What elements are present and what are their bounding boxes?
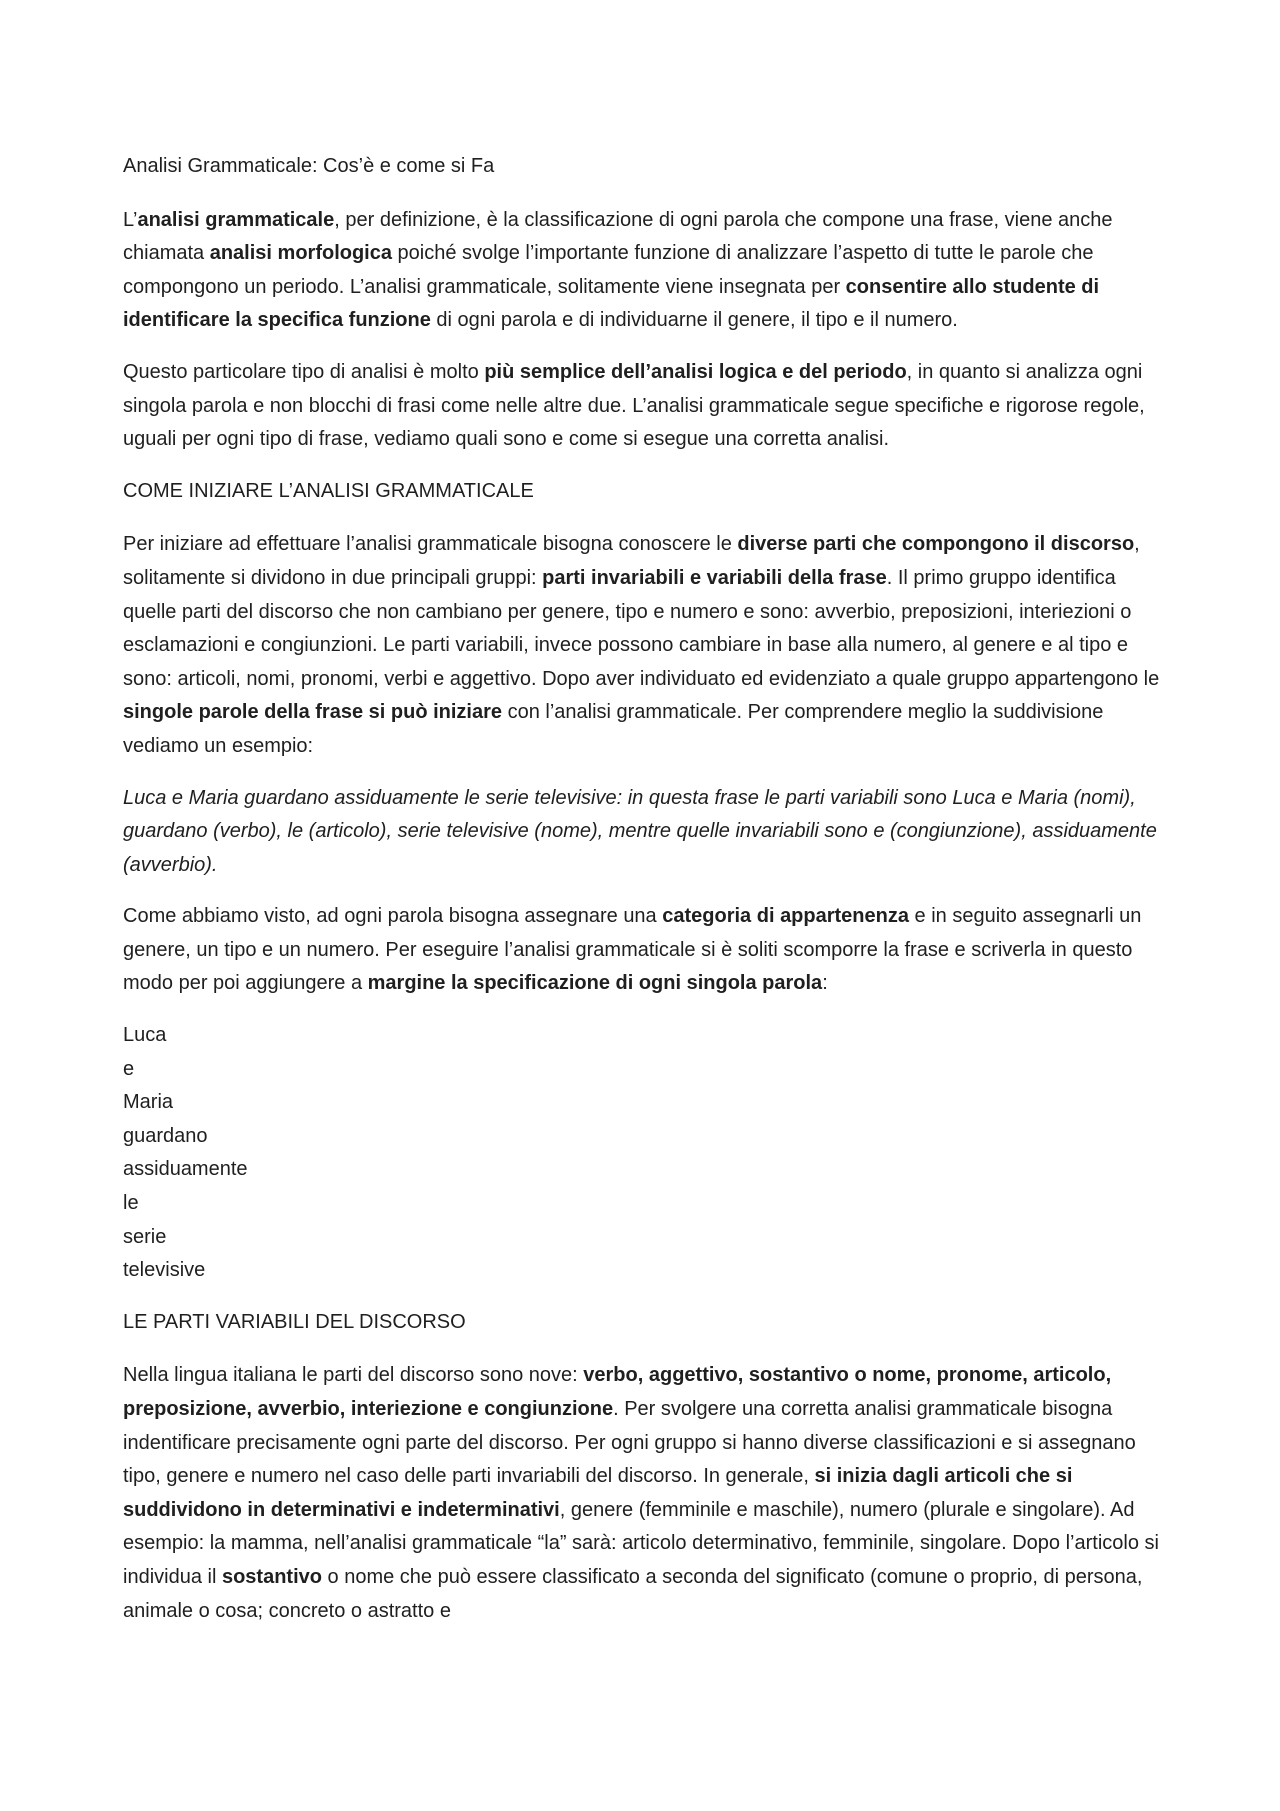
text-span: , per definizione, è la classificazione di ogni parola che compone una frase, viene anche chiamata — [123, 208, 1113, 265]
document-page — [123, 150, 1173, 1646]
text-span: con l’analisi grammaticale. Per comprendere meglio la suddivisione vediamo un esempio: — [123, 701, 1104, 757]
paragraph-definition — [123, 204, 1173, 338]
word-list-item: assiduamente — [123, 1158, 248, 1181]
word-list-item: Luca — [123, 1024, 167, 1047]
bold-span: più semplice dell’analisi logica e del periodo — [484, 360, 907, 383]
text-span: e in seguito assegnarli un genere, un tipo e un numero. Per eseguire l’analisi grammaticale si è soliti scomporre la frase e scriverla in questo modo per poi aggiungere a — [123, 905, 1142, 995]
bold-span: si inizia dagli articoli che si suddividono in determinativi e indeterminativi — [123, 1465, 1073, 1521]
bold-span: sostantivo — [221, 1565, 322, 1588]
text-span: . Per svolgere una corretta analisi grammaticale bisogna indentificare precisamente ogni parte del discorso. Per ogni gruppo si hanno diverse classificazioni e si assegnano tipo, genere e numero nel caso delle parti invariabili del discorso. In generale, — [123, 1398, 1136, 1488]
document-title: Analisi Grammaticale: Cos’è e come si Fa — [123, 155, 495, 177]
text-span: , in quanto si analizza ogni singola parola e non blocchi di frasi come nelle altre due. L’analisi grammaticale segue specifiche e rigorose regole, uguali per ogni tipo di frase, vediamo quali sono e come si esegue una corretta analisi. — [123, 360, 1145, 451]
text-span: Questo particolare tipo di analisi è molto — [123, 360, 485, 383]
bold-span: analisi grammaticale — [137, 208, 335, 231]
text-span: . Il primo gruppo identifica quelle parti del discorso che non cambiano per genere, tipo e numero e sono: avverbio, preposizioni, interiezioni o esclamazioni e congiunzioni. Le parti variabili, invece possono cambiare in base alla numero, al genere e al tipo e sono: articoli, nomi, pronomi, verbi e aggettivo. Dopo aver individuato ed evidenziato a quale gruppo appartengono le — [123, 566, 1160, 690]
bold-span: categoria di appartenenza — [662, 905, 909, 928]
bold-span: analisi morfologica — [209, 242, 392, 265]
paragraph-comparison — [123, 356, 1173, 457]
bold-span: margine la specificazione di ogni singola parola — [367, 972, 823, 995]
word-list-item: serie — [123, 1225, 167, 1248]
text-span: poiché svolge l’importante funzione di analizzare l’aspetto di tutte le parole che compongono un periodo. L’analisi grammaticale, solitamente viene insegnata per — [123, 242, 1094, 298]
word-list — [123, 1019, 1173, 1288]
bold-span: singole parole della frase si può iniziare — [123, 701, 503, 724]
text-span: di ogni parola e di individuarne il genere, il tipo e il numero. — [430, 309, 958, 332]
word-list-item: le — [123, 1192, 139, 1215]
word-list-item: Maria — [123, 1091, 174, 1114]
bold-span: parti invariabili e variabili della frase — [542, 566, 887, 589]
text-span: , solitamente si dividono in due principali gruppi: — [123, 533, 1140, 589]
text-span: Come abbiamo visto, ad ogni parola bisogna assegnare una — [123, 905, 663, 928]
word-list-item: televisive — [123, 1259, 206, 1282]
paragraph-method — [123, 900, 1173, 1001]
bold-span: diverse parti che compongono il discorso — [737, 533, 1135, 556]
text-span: : — [822, 972, 828, 995]
text-span: L’ — [123, 208, 138, 231]
text-span: o nome che può essere classificato a seconda del significato (comune o proprio, di persona, animale o cosa; concreto o astratto e — [123, 1565, 1143, 1622]
bold-span: consentire allo studente di identificare la specifica funzione — [123, 275, 1100, 332]
paragraph-nine-parts — [123, 1359, 1173, 1628]
text-span: , genere (femminile e maschile), numero (plurale e singolare). Ad esempio: la mamma, nell’analisi grammaticale “la” sarà: articolo determinativo, femminile, singolare. Dopo l’articolo si individua il — [123, 1498, 1159, 1588]
word-list-item: e — [123, 1057, 135, 1080]
section-heading-variable-parts: LE PARTI VARIABILI DEL DISCORSO — [123, 1310, 466, 1333]
section-heading-start: COME INIZIARE L’ANALISI GRAMMATICALE — [123, 479, 534, 502]
word-list-item: guardano — [123, 1124, 208, 1147]
bold-span: verbo, aggettivo, sostantivo o nome, pronome, articolo, preposizione, avverbio, interiezione e congiunzione — [123, 1364, 1112, 1420]
text-span: Nella lingua italiana le parti del discorso sono nove: — [123, 1364, 584, 1387]
paragraph-parts-of-speech — [123, 528, 1173, 763]
text-span: Per iniziare ad effettuare l’analisi grammaticale bisogna conoscere le — [123, 533, 738, 556]
example-sentence: Luca e Maria guardano assiduamente le serie televisive: in questa frase le parti variabili sono Luca e Maria (nomi), guardano (verbo), le (articolo), serie televisive (nome), mentre quelle invariabili sono e (congiunzione), assiduamente (avverbio). — [123, 786, 1157, 876]
